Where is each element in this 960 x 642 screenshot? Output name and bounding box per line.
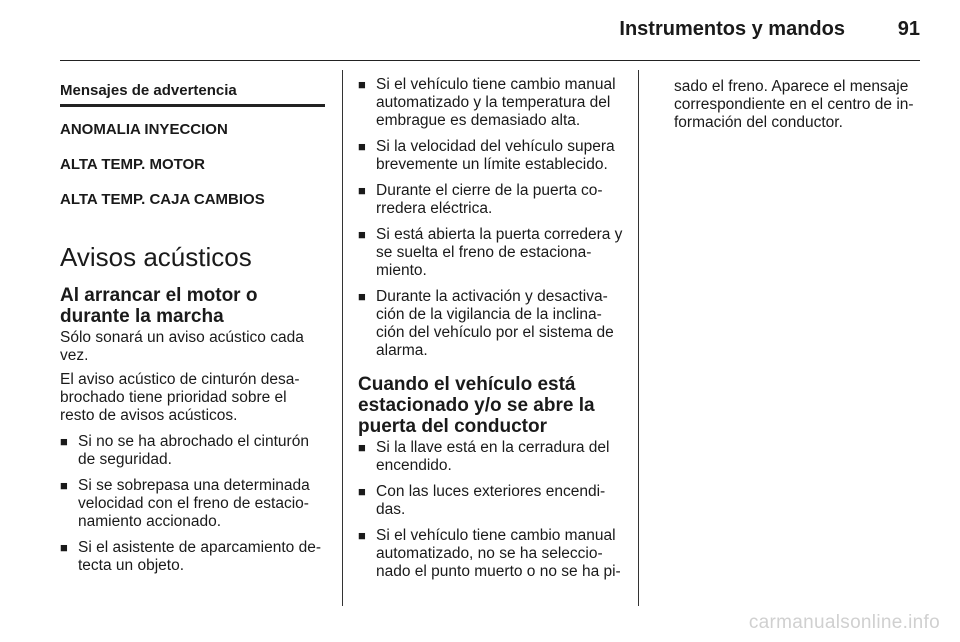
list-item xyxy=(358,527,628,581)
warning-message: ALTA TEMP. MOTOR xyxy=(60,156,205,173)
header-divider xyxy=(60,60,920,61)
list-item xyxy=(60,433,325,469)
paragraph: Sólo sonará un aviso acústico cada vez. xyxy=(60,329,304,364)
watermark: carmanualsonline.info xyxy=(748,612,940,633)
list-item xyxy=(358,182,628,218)
subheading: Al arrancar el motor o durante la marcha xyxy=(60,285,258,327)
list-item-text: Si el asistente de aparcamiento de-tecta un objeto. xyxy=(78,539,321,574)
section-heading: Mensajes de advertencia xyxy=(60,82,325,107)
list-item-text: Con las luces exteriores encendi-das. xyxy=(376,483,606,518)
list-item xyxy=(358,439,628,475)
column-2 xyxy=(358,70,628,581)
list-item-text: Si el vehículo tiene cambio manual automatizado, no se ha seleccio-nado el punto muerto o no se ha pi- xyxy=(376,527,621,580)
list-item xyxy=(358,138,628,174)
bullet-icon: ■ xyxy=(60,478,68,493)
bullet-icon: ■ xyxy=(358,440,366,455)
list-item xyxy=(358,288,628,360)
bullet-icon: ■ xyxy=(358,183,366,198)
list-item xyxy=(60,539,325,575)
column-1 xyxy=(60,70,325,575)
bullet-icon: ■ xyxy=(358,528,366,543)
bullet-list xyxy=(358,439,628,581)
page-number: 91 xyxy=(897,18,920,40)
paragraph: El aviso acústico de cinturón desa-brochado tiene prioridad sobre el resto de avisos acústicos. xyxy=(60,371,300,424)
list-item-text: Si se sobrepasa una determinada velocidad con el freno de estacio-namiento accionado. xyxy=(78,477,310,530)
column-divider-1 xyxy=(342,70,343,606)
column-3 xyxy=(674,70,936,132)
list-item-text: Si la llave está en la cerradura del encendido. xyxy=(376,439,610,474)
bullet-list xyxy=(358,76,628,360)
list-item xyxy=(358,226,628,280)
list-item-text: Durante la activación y desactiva-ción de la vigilancia de la inclina-ción del vehículo por el sistema de alarma. xyxy=(376,288,614,359)
bullet-icon: ■ xyxy=(358,77,366,92)
list-item xyxy=(60,477,325,531)
list-item xyxy=(358,76,628,130)
list-item-text: Si el vehículo tiene cambio manual automatizado y la temperatura del embrague es demasiado alta. xyxy=(376,76,616,129)
list-item-text: Si no se ha abrochado el cinturón de seguridad. xyxy=(78,433,309,468)
list-item-text: Si está abierta la puerta corredera y se suelta el freno de estaciona-miento. xyxy=(376,226,623,279)
list-item xyxy=(358,483,628,519)
list-item-text: Durante el cierre de la puerta co-rredera eléctrica. xyxy=(376,182,603,217)
page-header-title: Instrumentos y mandos xyxy=(619,18,845,40)
chapter-heading: Avisos acústicos xyxy=(60,242,252,272)
warning-message: ALTA TEMP. CAJA CAMBIOS xyxy=(60,191,265,208)
subheading: Cuando el vehículo está estacionado y/o se abre la puerta del conductor xyxy=(358,374,595,437)
bullet-list xyxy=(60,433,325,575)
column-divider-2 xyxy=(638,70,639,606)
bullet-icon: ■ xyxy=(60,540,68,555)
bullet-icon: ■ xyxy=(358,289,366,304)
bullet-icon: ■ xyxy=(358,139,366,154)
paragraph: sado el freno. Aparece el mensaje correspondiente en el centro de in-formación del conductor. xyxy=(674,78,914,131)
warning-message: ANOMALIA INYECCION xyxy=(60,121,228,138)
bullet-icon: ■ xyxy=(60,434,68,449)
bullet-icon: ■ xyxy=(358,227,366,242)
bullet-icon: ■ xyxy=(358,484,366,499)
list-item-text: Si la velocidad del vehículo supera brevemente un límite establecido. xyxy=(376,138,615,173)
